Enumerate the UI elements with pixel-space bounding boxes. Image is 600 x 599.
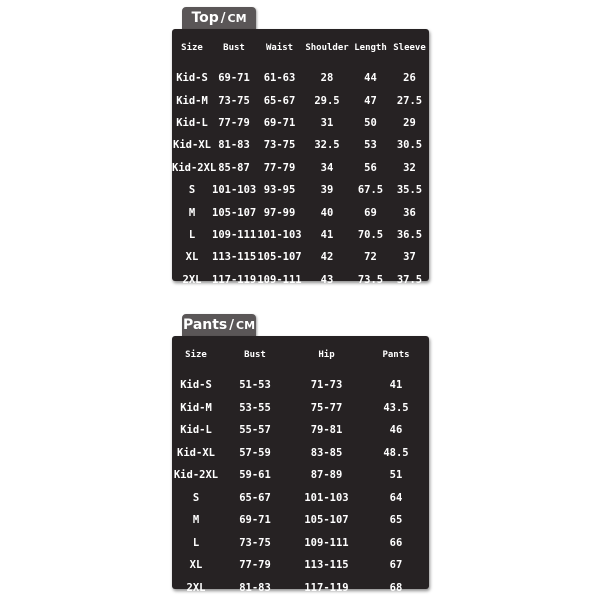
- pants-value-cell: 65-67: [239, 491, 271, 504]
- pants-size-cell: S: [192, 491, 200, 504]
- top-value-cell: 29: [403, 116, 416, 129]
- top-value-cell: 41: [320, 228, 334, 241]
- top-header-cell: Size: [181, 43, 203, 53]
- top-size-cell: Kid-S: [176, 72, 208, 85]
- top-value-cell: 70.5: [357, 228, 384, 241]
- pants-size-cell: Kid-2XL: [173, 469, 219, 482]
- pants-header-cell: Size: [185, 350, 207, 360]
- pants-value-cell: 51-53: [239, 379, 271, 392]
- top-header-cell: Bust: [223, 43, 245, 53]
- top-value-cell: 36.5: [396, 228, 423, 241]
- pants-size-cell: XL: [189, 559, 203, 572]
- pants-size-cell: L: [192, 536, 200, 549]
- table-row: [172, 179, 429, 201]
- pants-value-cell: 101-103: [304, 491, 349, 504]
- top-value-cell: 44: [364, 72, 377, 85]
- pants-header-cell: Hip: [318, 350, 335, 360]
- top-value-cell: 81-83: [218, 139, 250, 152]
- table-row: [172, 134, 429, 156]
- top-value-cell: 29.5: [314, 94, 340, 107]
- top-value-cell: 43: [320, 273, 334, 286]
- top-value-cell: 34: [320, 161, 334, 174]
- top-value-cell: 69: [364, 206, 377, 219]
- top-value-cell: 105-107: [212, 206, 257, 219]
- top-value-cell: 69-71: [263, 116, 296, 129]
- top-value-cell: 67.5: [357, 184, 384, 197]
- pants-tab-unit: CM: [236, 318, 256, 332]
- pants-value-cell: 109-111: [304, 536, 349, 549]
- top-header-cell: Sleeve: [393, 43, 426, 53]
- pants-size-cell: Kid-L: [180, 424, 212, 437]
- top-tab-unit: CM: [227, 11, 247, 25]
- table-row: [172, 487, 429, 510]
- top-value-cell: 73-75: [263, 139, 296, 152]
- top-value-cell: 101-103: [212, 184, 257, 197]
- pants-size-cell: 2XL: [186, 581, 206, 594]
- table-row: [172, 269, 429, 291]
- top-value-cell: 69-71: [218, 72, 250, 85]
- top-size-cell: Kid-M: [176, 94, 208, 107]
- pants-size-table: [172, 336, 429, 599]
- top-tab-title: Top: [191, 10, 219, 26]
- top-value-cell: 85-87: [218, 161, 250, 174]
- table-row: [172, 112, 429, 134]
- pants-value-cell: 77-79: [239, 559, 271, 572]
- table-row: [172, 397, 429, 420]
- top-value-cell: 77-79: [218, 116, 250, 129]
- table-row: [172, 419, 429, 442]
- top-value-cell: 32.5: [314, 139, 340, 152]
- pants-value-cell: 79-81: [310, 424, 343, 437]
- pants-value-cell: 65: [389, 514, 403, 527]
- top-value-cell: 77-79: [263, 161, 296, 174]
- pants-tab-separator: /: [229, 317, 235, 333]
- pants-value-cell: 75-77: [310, 401, 343, 414]
- pants-value-cell: 43.5: [383, 401, 409, 414]
- table-row: [172, 246, 429, 268]
- top-value-cell: 97-99: [263, 206, 296, 219]
- pants-table-header-row: [172, 336, 429, 374]
- table-row: [172, 442, 429, 465]
- top-value-cell: 73-75: [218, 94, 250, 107]
- top-value-cell: 35.5: [396, 184, 423, 197]
- top-value-cell: 73.5: [357, 273, 384, 286]
- pants-value-cell: 113-115: [304, 559, 349, 572]
- top-tab-separator: /: [220, 10, 226, 26]
- pants-value-cell: 48.5: [383, 446, 409, 459]
- top-value-cell: 32: [403, 161, 416, 174]
- pants-value-cell: 81-83: [239, 581, 271, 594]
- pants-value-cell: 68: [389, 581, 403, 594]
- top-value-cell: 105-107: [257, 251, 302, 264]
- pants-size-chart-tab: [182, 314, 256, 336]
- pants-value-cell: 64: [389, 491, 403, 504]
- top-value-cell: 42: [320, 251, 334, 264]
- top-value-cell: 61-63: [263, 72, 296, 85]
- pants-value-cell: 105-107: [304, 514, 349, 527]
- top-value-cell: 40: [320, 206, 334, 219]
- pants-value-cell: 83-85: [310, 446, 343, 459]
- top-value-cell: 27.5: [396, 94, 423, 107]
- pants-value-cell: 69-71: [239, 514, 271, 527]
- top-size-table: [172, 29, 429, 291]
- pants-size-cell: Kid-S: [180, 379, 212, 392]
- pants-value-cell: 67: [389, 559, 403, 572]
- pants-value-cell: 117-119: [304, 581, 349, 594]
- table-row: [172, 464, 429, 487]
- pants-size-cell: Kid-M: [180, 401, 212, 414]
- top-value-cell: 31: [320, 116, 334, 129]
- pants-size-cell: M: [192, 514, 200, 527]
- top-size-cell: XL: [185, 251, 199, 264]
- top-value-cell: 37: [403, 251, 416, 264]
- table-row: [172, 554, 429, 577]
- top-value-cell: 26: [403, 72, 416, 85]
- top-value-cell: 36: [403, 206, 416, 219]
- top-size-chart: [172, 29, 429, 286]
- pants-value-cell: 59-61: [239, 469, 271, 482]
- table-row: [172, 577, 429, 599]
- table-row: [172, 224, 429, 246]
- table-row: [172, 157, 429, 179]
- top-header-cell: Shoulder: [305, 43, 349, 53]
- top-size-chart-tab: [182, 7, 256, 29]
- top-value-cell: 65-67: [263, 94, 296, 107]
- top-value-cell: 117-119: [212, 273, 257, 286]
- pants-table-body: [172, 374, 429, 599]
- pants-size-chart: [172, 336, 429, 594]
- top-table-body: [172, 67, 429, 291]
- pants-value-cell: 46: [389, 424, 403, 437]
- top-table-header-row: [172, 29, 429, 67]
- top-value-cell: 113-115: [212, 251, 257, 264]
- pants-value-cell: 73-75: [239, 536, 271, 549]
- top-value-cell: 101-103: [257, 228, 302, 241]
- top-size-cell: M: [188, 206, 196, 219]
- top-value-cell: 53: [364, 139, 377, 152]
- top-value-cell: 93-95: [263, 184, 296, 197]
- table-row: [172, 201, 429, 223]
- top-value-cell: 109-111: [257, 273, 302, 286]
- top-value-cell: 28: [320, 72, 334, 85]
- top-size-cell: S: [188, 184, 196, 197]
- pants-tab-title: Pants: [182, 317, 228, 333]
- pants-value-cell: 57-59: [239, 446, 271, 459]
- pants-value-cell: 87-89: [310, 469, 343, 482]
- top-value-cell: 39: [320, 184, 334, 197]
- table-row: [172, 532, 429, 555]
- top-header-cell: Length: [354, 43, 387, 53]
- top-value-cell: 37.5: [396, 273, 423, 286]
- top-size-cell: L: [188, 228, 196, 241]
- pants-value-cell: 51: [389, 469, 403, 482]
- pants-size-cell: Kid-XL: [177, 446, 215, 459]
- top-value-cell: 30.5: [396, 139, 423, 152]
- pants-value-cell: 55-57: [239, 424, 271, 437]
- table-row: [172, 509, 429, 532]
- top-size-cell: 2XL: [182, 273, 202, 286]
- top-value-cell: 50: [364, 116, 377, 129]
- table-row: [172, 67, 429, 89]
- pants-header-cell: Bust: [244, 350, 266, 360]
- top-value-cell: 47: [364, 94, 377, 107]
- top-size-cell: Kid-XL: [173, 139, 211, 152]
- table-row: [172, 89, 429, 111]
- pants-value-cell: 66: [389, 536, 403, 549]
- top-value-cell: 72: [364, 251, 377, 264]
- pants-value-cell: 41: [389, 379, 403, 392]
- top-value-cell: 56: [364, 161, 377, 174]
- top-header-cell: Waist: [265, 43, 294, 53]
- pants-value-cell: 53-55: [239, 401, 271, 414]
- pants-header-cell: Pants: [382, 350, 410, 360]
- top-size-cell: Kid-L: [176, 116, 208, 129]
- pants-value-cell: 71-73: [310, 379, 343, 392]
- table-row: [172, 374, 429, 397]
- top-value-cell: 109-111: [212, 228, 257, 241]
- top-size-cell: Kid-2XL: [172, 161, 217, 174]
